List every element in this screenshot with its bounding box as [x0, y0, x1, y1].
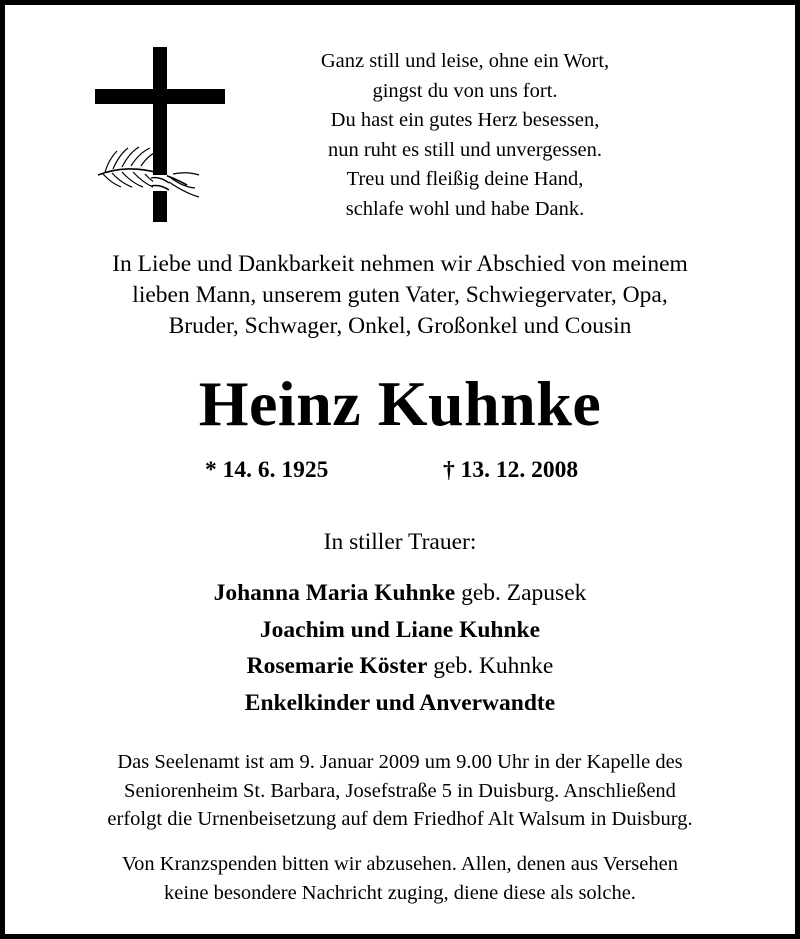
request-line: Von Kranzspenden bitten wir abzusehen. Allen, denen aus Versehen	[121, 853, 678, 875]
birth-date: * 14. 6. 1925	[205, 457, 329, 483]
wreath-request	[25, 850, 775, 907]
poem-line: schlafe wohl und habe Dank.	[345, 197, 585, 220]
mourner-name: Johanna Maria Kuhnke	[213, 580, 456, 606]
mourner-note: geb. Kuhnke	[427, 653, 554, 679]
mourner-entry	[5, 575, 795, 612]
poem-line: Treu und fleißig deine Hand,	[346, 168, 584, 190]
intro-text	[35, 249, 765, 342]
cross-icon	[95, 47, 225, 222]
poem-line: nun ruht es still und unvergessen.	[327, 138, 603, 161]
poem-line: gingst du von uns fort.	[372, 79, 558, 102]
death-date: † 13. 12. 2008	[443, 457, 579, 483]
mourner-note: geb. Zapusek	[455, 580, 587, 606]
mourner-entry	[5, 612, 795, 649]
mourner-name: Rosemarie Köster	[246, 653, 428, 679]
mourner-name: Enkelkinder und Anverwandte	[244, 689, 556, 716]
mourners-list	[5, 575, 795, 721]
mourner-name: Joachim und Liane Kuhnke	[259, 616, 541, 643]
service-info-line: erfolgt die Urnenbeisetzung auf dem Friedhof Alt Walsum in Duisburg.	[107, 808, 693, 830]
life-dates	[5, 457, 795, 489]
service-info	[25, 748, 775, 834]
poem-line: Ganz still und leise, ohne ein Wort,	[320, 50, 610, 72]
mourner-entry	[5, 648, 795, 685]
mourning-heading: In stiller Trauer:	[323, 529, 477, 555]
poem-line: Du hast ein gutes Herz besessen,	[330, 109, 600, 131]
mourner-entry	[5, 685, 795, 722]
request-line: keine besondere Nachricht zuging, diene diese als solche.	[164, 881, 636, 904]
intro-line: Bruder, Schwager, Onkel, Großonkel und Cousin	[168, 313, 632, 339]
intro-line: lieben Mann, unserem guten Vater, Schwiegervater, Opa,	[132, 282, 668, 308]
poem	[285, 47, 645, 224]
service-info-line: Das Seelenamt ist am 9. Januar 2009 um 9.00 Uhr in der Kapelle des	[117, 751, 683, 773]
palm-branch-icon	[98, 147, 199, 197]
intro-line: In Liebe und Dankbarkeit nehmen wir Abschied von meinem	[112, 251, 688, 277]
deceased-name: Heinz Kuhnke	[198, 368, 602, 439]
service-info-line: Seniorenheim St. Barbara, Josefstraße 5 in Duisburg. Anschließend	[124, 779, 676, 802]
